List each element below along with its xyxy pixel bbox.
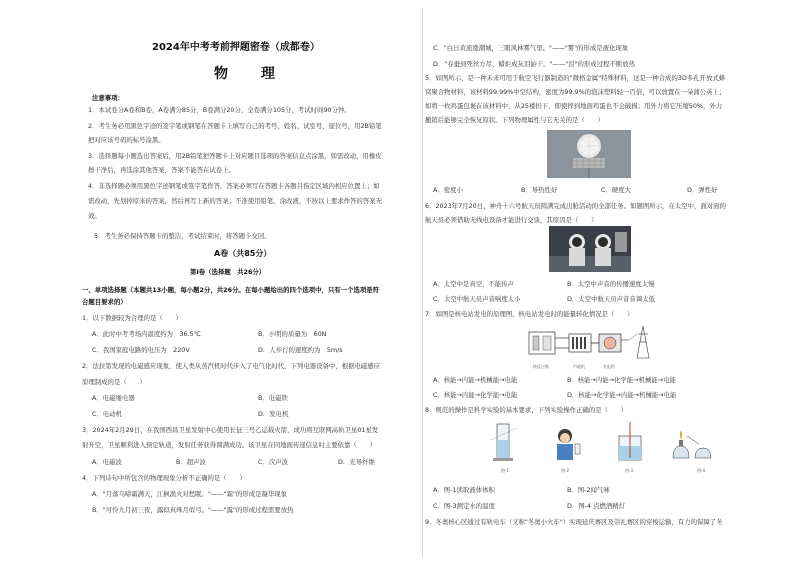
notice-heading: 注意事项：	[92, 94, 124, 102]
question-4-stem: 4．下列诗句中所包含的物理现象分析不正确的是（ ）	[82, 474, 246, 482]
notice-item: 4．非选择题必须用黑色字迹钢笔或签字笔作答，答案必须写在答题卡各题目指定区域内相应位置上；如	[88, 182, 380, 190]
question-5-stem-cont: 如将一枚鸡蛋包裹在该材料中，从25楼扔下，即使摔到地面鸡蛋也不会破损；用外力将它压缩50%，外力	[425, 102, 723, 110]
subject-title: 物 理	[214, 66, 289, 82]
q5-option-d[interactable]: D．弹性好	[687, 186, 718, 194]
diagram-label-turbine: 汽轮机	[573, 364, 585, 369]
notice-item: 效。	[88, 212, 101, 220]
q2-option-d[interactable]: D．发电机	[258, 410, 289, 418]
notice-item: 需改动，先划掉原来的答案，然后再写上新的答案；不准使用铅笔、涂改液，不按以上要求作答的答案无	[88, 197, 382, 205]
question-2-stem-cont: 原理制成的是（ ）	[82, 378, 146, 386]
question-5-stem: 5．如图所示，是一种未来可用于航空飞行器制造的"微格金属"特殊材料，这是一种合成的3D多孔开放式蜂	[425, 74, 726, 82]
q1-option-b[interactable]: B．小明的质量为 60N	[258, 330, 327, 338]
q1-option-c[interactable]: C．我国家庭电路的电压为 220V	[92, 346, 190, 354]
microlattice-photo	[547, 130, 631, 178]
notice-item: 5．考生务必保持答题卡的整洁，考试结束时，将答题卡交回。	[94, 232, 271, 240]
part-one-title: 第Ⅰ卷（选择题 共26分）	[190, 268, 266, 276]
q7-option-a[interactable]: A．核能→内能→机械能→电能	[433, 376, 518, 384]
q7-option-c[interactable]: C．核能→内能→化学能→电能	[433, 391, 518, 399]
notice-item: 1．本试卷分A卷和B卷，A卷满分85分，B卷满分20分，全卷满分105分，考试时间90分钟。	[88, 106, 351, 114]
volume-a-title: A卷（共85分）	[214, 249, 272, 258]
notice-item: 3．选择题每小题选出答案后，用2B铅笔把答题卡上对应题目选项的答案信息点涂黑，如需改动，用橡皮	[88, 152, 382, 160]
q4-option-d[interactable]: D．"春蚕到死丝方尽，蜡炬成灰泪始干。"——"泪"的形成过程不断放热	[433, 60, 636, 68]
q4-option-c[interactable]: C．"白日黄流涨潮城，三眼风林雾气里。"——"雾"的形成是液化现象	[433, 44, 629, 52]
q3-option-b[interactable]: B．超声波	[176, 458, 206, 466]
diagram-label-reactor: 核反应堆	[533, 364, 549, 369]
q5-option-a[interactable]: A．密度小	[433, 186, 463, 194]
q8-option-a[interactable]: A．图-1读取液体体积	[433, 486, 495, 494]
right-column	[425, 0, 770, 562]
q5-option-c[interactable]: C．硬度大	[601, 186, 632, 194]
q7-option-d[interactable]: D．核能→化学能→内能→机械能→电能	[567, 391, 677, 399]
question-6-stem: 6．2023年7月20日，神舟十六号航天员圆满完成出舱活动的全部任务。如题图所示，在太空中，面对面的	[425, 202, 726, 210]
notice-item: 2．考生务必用黑色字迹的签字笔或钢笔在答题卡上填写自己的考号、姓名、试室号、座位号，用2B铅笔	[88, 122, 382, 130]
fig-1-label: 图-1	[501, 468, 509, 473]
q6-option-a[interactable]: A．太空中是真空，不能传声	[433, 280, 515, 288]
nuclear-plant-diagram	[525, 322, 665, 364]
question-5-stem-cont: 窝聚合物材料，该材料99.99%中空结构，密度为99.9%的泡沫塑料轻一百倍，可以放置在一朵蒲公英上；	[425, 88, 726, 96]
q2-option-a[interactable]: A．电磁继电器	[92, 394, 135, 402]
q8-option-b[interactable]: B．图-2闻气味	[567, 486, 610, 494]
q4-option-a[interactable]: A．"月落乌啼霜满天，江枫渔火对愁眠。"——"霜"的形成是凝华现象	[92, 490, 288, 498]
question-5-stem-cont: 撤销后能够完全恢复原状。下列物理属性与它无关的是（ ）	[425, 116, 604, 124]
left-column	[80, 0, 420, 562]
q5-option-b[interactable]: B．导热性好	[521, 186, 558, 194]
fig-3-label: 图-3	[625, 468, 633, 473]
column-divider	[422, 8, 423, 558]
q8-option-c[interactable]: C．图-3测定水的温度	[433, 502, 495, 510]
q2-option-b[interactable]: B．电磁铁	[258, 394, 288, 402]
question-6-stem-cont: 航天员必须借助无线电设备才能进行交谈，其原因是（ ）	[425, 216, 598, 224]
q7-option-b[interactable]: B．核能→内能→化学能→机械能→电能	[567, 376, 676, 384]
q6-option-c[interactable]: C．太空中航天员声音响度太小	[433, 295, 521, 303]
question-9-stem: 9．冬奥核心区通过有轨电车（又称"冬奥小火车"）实现延庆赛区及崇礼赛区的穿梭运输，有力的保障了冬	[425, 518, 723, 526]
question-1-stem: 1．以下数据较为合理的是（ ）	[82, 314, 182, 322]
fig-2-label: 图-2	[561, 468, 569, 473]
q1-option-a[interactable]: A．此时中考考场内温度约为 36.5℃	[92, 330, 201, 338]
notice-item: 擦干净后，再选涂其他答案，答案不能答在试卷上。	[88, 166, 235, 174]
question-8-stem: 8．规范的操作是科学实验的基本要求，下列实验操作正确的是（ ）	[425, 406, 628, 414]
q3-option-a[interactable]: A．电磁波	[92, 458, 122, 466]
q2-option-c[interactable]: C．电动机	[92, 410, 123, 418]
astronaut-photo	[549, 226, 631, 272]
section-heading: 一、单项选择题（本题共13小题，每小题2分，共26分。在每小题给出的四个选项中，只有一个选项是符	[82, 286, 380, 294]
question-3-stem: 3．2024年2月29日，在我国西昌卫星发射中心使用长征三号乙运载火箭，成功将互联网高轨卫星01星发	[82, 426, 379, 434]
question-7-stem: 7．如图是核电站发电的原理图，核电站发电时的能量转化情况是（ ）	[425, 310, 634, 318]
q1-option-d[interactable]: D．人步行的速度约为 5m/s	[258, 346, 343, 354]
question-2-stem: 2．法拉第发现的电磁感应现象，使人类从蒸汽机时代步入了电气化时代，下列电器设备中，根据电磁感应	[82, 362, 381, 370]
notice-item: 把对应该号码的标号涂黑。	[88, 136, 165, 144]
q6-option-b[interactable]: B．太空中声音的传播速度太慢	[567, 280, 655, 288]
question-3-stem-cont: 射升空，卫星顺利进入预定轨道，发射任务获得圆满成功。该卫星在同地面传递信息时主要依靠（ ）	[82, 441, 376, 449]
q3-option-c[interactable]: C．次声波	[258, 458, 289, 466]
q4-option-b[interactable]: B．"可怜九月初三夜，露似真珠月似弓。"——"露"的形成过程需要放热	[92, 506, 294, 514]
fig-4-label: 图-4	[697, 468, 705, 473]
diagram-label-generator: 发电机	[603, 364, 615, 369]
q6-option-d[interactable]: D．太空中航天员声音音调太低	[567, 295, 655, 303]
lab-operations-figures	[489, 418, 719, 468]
section-heading-cont: 合题目要求的）	[82, 298, 127, 306]
q3-option-d[interactable]: D．光导纤维	[338, 458, 375, 466]
q8-option-d[interactable]: D．图-4 点燃酒精灯	[567, 502, 626, 510]
exam-title: 2024年中考考前押题密卷（成都卷）	[152, 42, 320, 53]
